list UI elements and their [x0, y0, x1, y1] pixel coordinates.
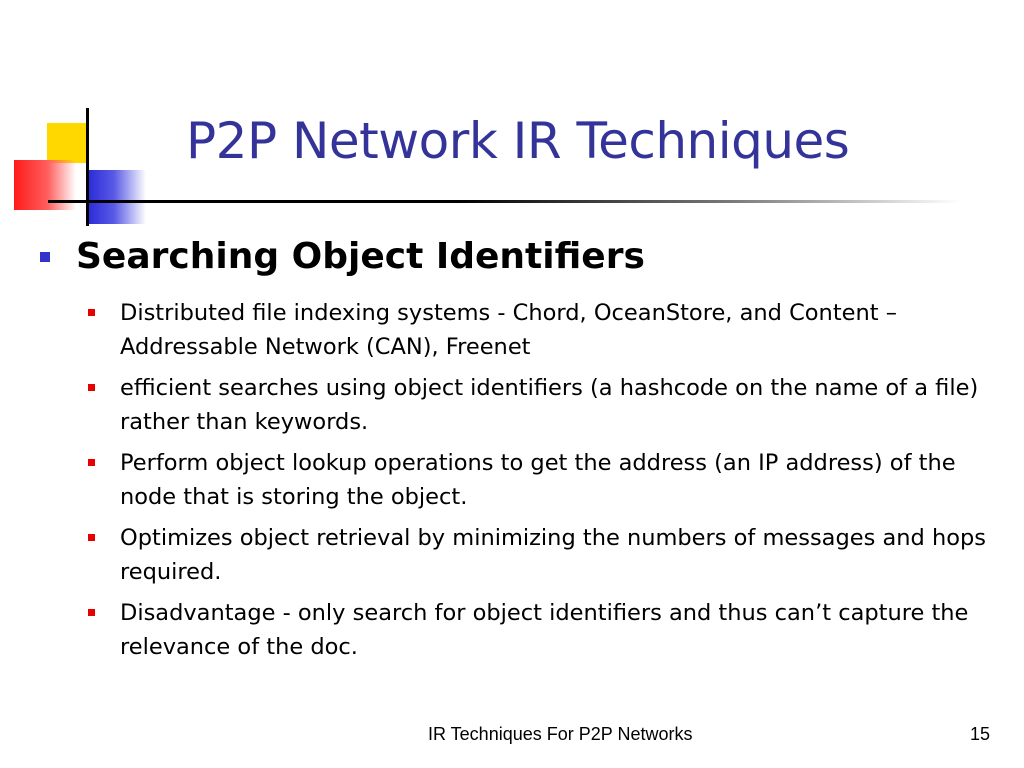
footer-title: IR Techniques For P2P Networks — [428, 724, 693, 744]
square-bullet-icon — [88, 534, 95, 541]
sub-bullet-item — [88, 596, 988, 664]
sub-bullet-text: Perform object lookup operations to get the address (an IP address) of the node that is storing the object. — [120, 450, 956, 510]
main-bullet-text: Searching Object Identifiers — [76, 236, 645, 277]
blue-square-decoration — [88, 170, 146, 224]
main-bullet — [40, 236, 645, 277]
sub-bullet-item — [88, 371, 988, 439]
sub-bullet-text: Optimizes object retrieval by minimizing the numbers of messages and hops required. — [120, 525, 986, 585]
square-bullet-icon — [40, 252, 50, 262]
sub-bullet-text: Distributed file indexing systems - Chord, OceanStore, and Content –Addressable Network (CAN), Freenet — [120, 300, 897, 360]
slide-title: P2P Network IR Techniques — [186, 112, 850, 170]
corner-decoration — [0, 0, 160, 240]
yellow-square-decoration — [47, 123, 87, 163]
sub-bullet-item — [88, 521, 988, 589]
sub-bullet-item — [88, 296, 988, 364]
square-bullet-icon — [88, 309, 95, 316]
sub-bullet-item — [88, 446, 988, 514]
page-number: 15 — [969, 724, 990, 744]
sub-bullet-text: Disadvantage - only search for object identifiers and thus can’t capture the relevance of the doc. — [120, 600, 969, 660]
vertical-rule-decoration — [86, 108, 89, 226]
sub-bullet-text: efficient searches using object identifiers (a hashcode on the name of a file) rather than keywords. — [120, 375, 979, 435]
square-bullet-icon — [88, 384, 95, 391]
square-bullet-icon — [88, 459, 95, 466]
sub-bullet-list — [88, 296, 988, 671]
square-bullet-icon — [88, 609, 95, 616]
title-underline-rule — [48, 200, 960, 203]
